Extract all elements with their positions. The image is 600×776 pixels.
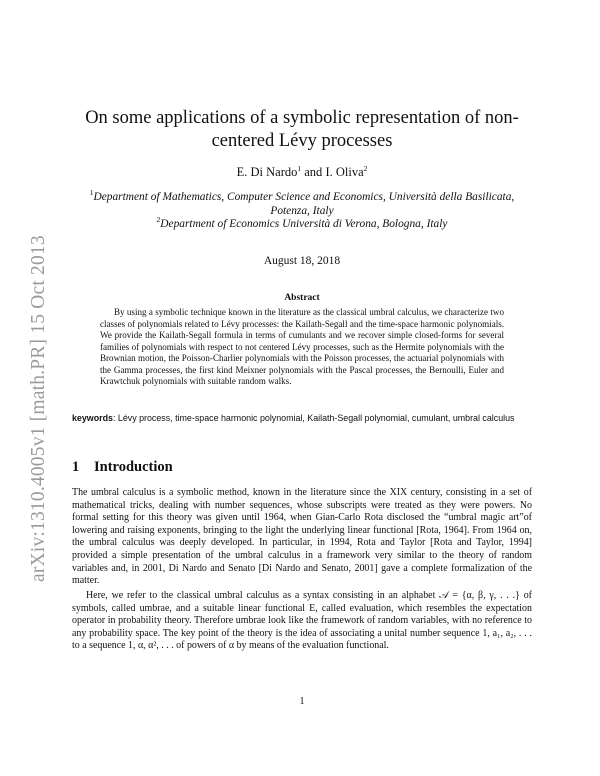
affiliation — [72, 188, 532, 218]
author-separator: and — [301, 165, 326, 179]
keywords-label: keywords — [72, 413, 113, 423]
author-name: E. Di Nardo — [236, 165, 298, 179]
affiliation-marker: 2 — [156, 215, 161, 225]
page-number: 1 — [299, 696, 305, 707]
arxiv-identifier: arXiv:1310.4005v1 [math.PR] 15 Oct 2013 — [28, 235, 49, 582]
affiliation — [72, 215, 532, 232]
affiliation-marker: 1 — [297, 163, 302, 173]
section-title: Introduction — [94, 459, 173, 475]
affiliations — [72, 188, 532, 232]
abstract-heading: Abstract — [284, 293, 320, 303]
keywords — [72, 413, 532, 425]
keywords-text: : Lévy process, time-space harmonic polynomial, Kailath-Segall polynomial, cumulant, umbral calculus — [112, 413, 515, 423]
affiliation-text: Department of Mathematics, Computer Science and Economics, Università della Basilicata, Potenza, Italy — [93, 191, 515, 217]
affiliation-marker: 1 — [89, 188, 94, 198]
section-heading — [72, 459, 532, 476]
affiliation-marker: 2 — [363, 163, 368, 173]
section-number: 1 — [72, 459, 80, 475]
abstract-text: By using a symbolic technique known in the literature as the classical umbral calculus, we characterize two classes of polynomials related to Lévy processes: the Kailath-Segall and the time-space harmonic polynomials. We provide the Kailath-Segall formula in terms of cumulants and we recover simple closed-forms for several families of polynomials with respect to not centered Lévy processes, such as the Hermite polynomials with the Brownian motion, the Poisson-Charlier polynomials with the Poisson processes, the actuarial polynomials with the Gamma processes, the first kind Meixner polynomials with the Pascal processes, the Bernoulli, Euler and Krawtchuk polynomials with suitable random walks. — [100, 307, 504, 386]
body-paragraph: The umbral calculus is a symbolic method, known in the literature since the XIX century, consisting in a set of mathematical tricks, dealing with number sequences, whose subscripts were treated as they were powers. No formal setting for this theory was given until 1964, when Gian-Carlo Rota disclosed the “umbral magic art”of lowering and raising exponents, bringing to the light the underlying linear functional [Rota, 1964]. From 1964 on, the umbral calculus was deeply developed. In particular, in 1994, Rota and Taylor [Rota and Taylor, 1994] provided a simple presentation of the umbral calculus in a framework very similar to the theory of random variables and, in 2001, Di Nardo and Senato [Di Nardo and Senato, 2001] gave a complete formalization of the matter. — [72, 487, 532, 587]
paper-date: August 18, 2018 — [263, 255, 341, 267]
body-paragraph: Here, we refer to the classical umbral calculus as a syntax consisting in an alphabet 𝒜 = {α, β, γ, . . .} of symbols, called umbrae, and a suitable linear functional E, called evaluation, which resembles the expectation operator in probability theory. Therefore umbrae look like the framework of random variables, with no reference to any probability space. The key point of the theory is the idea of associating a unital number sequence 1, a₁, a₂, . . . to a sequence 1, α, α², . . . of powers of α by means of the evaluation functional. — [72, 590, 532, 652]
paper-title: On some applications of a symbolic representation of non-centered Lévy processes — [85, 108, 519, 151]
author-list — [72, 165, 532, 180]
author-name: I. Oliva — [325, 165, 364, 179]
paper-page — [72, 0, 532, 776]
affiliation-text: Department of Economics Università di Verona, Bologna, Italy — [160, 218, 448, 231]
